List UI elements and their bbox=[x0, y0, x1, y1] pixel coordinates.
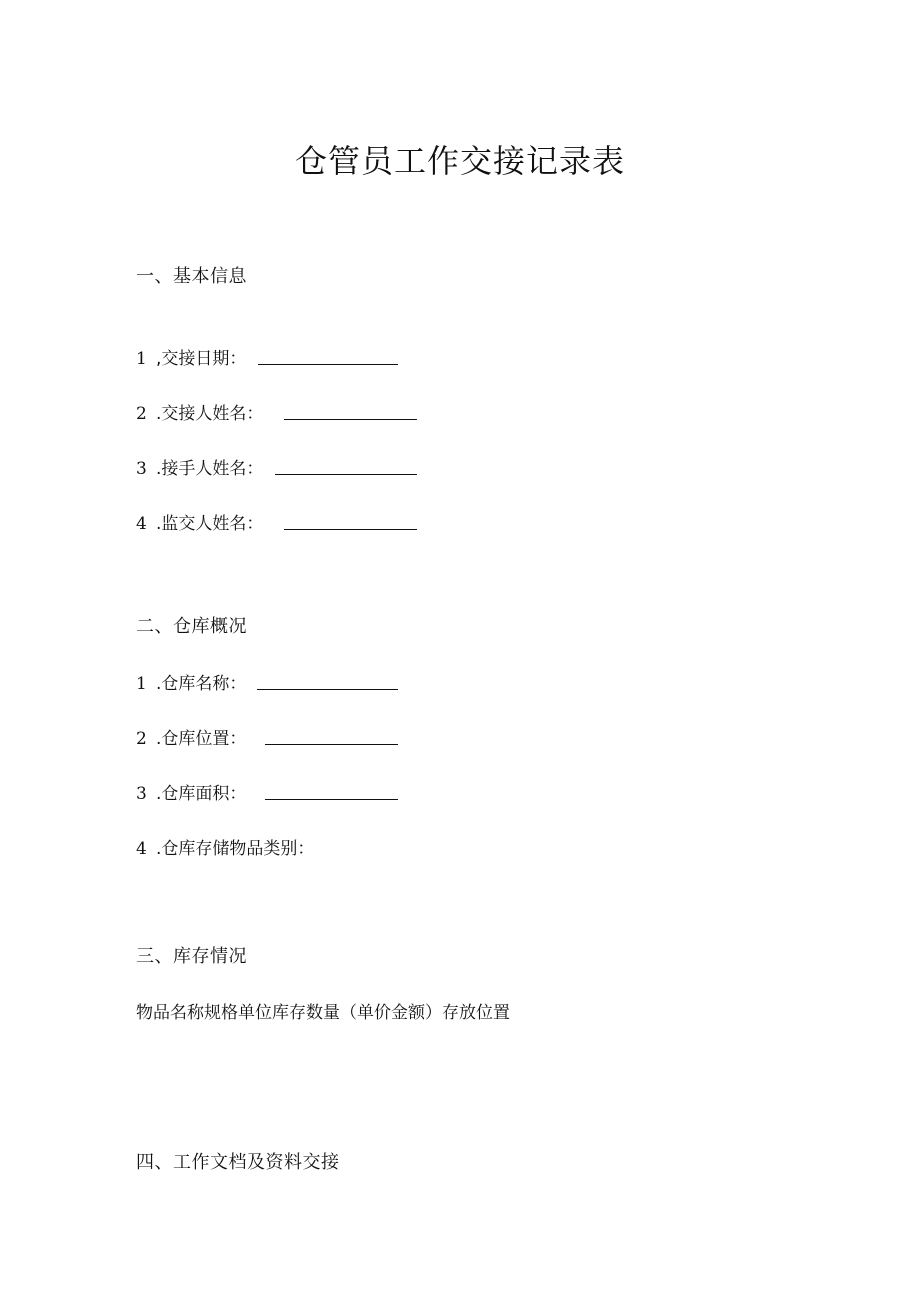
field-label: .仓库位置： bbox=[156, 729, 247, 749]
field-warehouse-name bbox=[136, 669, 246, 694]
field-storage-categories bbox=[136, 834, 314, 859]
field-number: 2 bbox=[136, 729, 147, 749]
field-warehouse-location bbox=[136, 724, 246, 749]
field-label: .仓库存储物品类别： bbox=[156, 839, 315, 859]
field-number: 4 bbox=[136, 514, 147, 534]
field-receiver-person bbox=[136, 454, 263, 479]
document-title: 仓管员工作交接记录表 bbox=[294, 142, 625, 180]
section-heading-inventory: 三、库存情况 bbox=[136, 946, 247, 967]
section-heading-documents-handover: 四、工作文档及资料交接 bbox=[136, 1152, 340, 1173]
field-label: .仓库面积： bbox=[156, 784, 247, 804]
warehouse-location-blank[interactable] bbox=[265, 744, 398, 745]
field-label: .交接人姓名： bbox=[156, 404, 264, 424]
section-heading-basic-info: 一、基本信息 bbox=[136, 266, 247, 287]
handover-person-blank[interactable] bbox=[284, 419, 417, 420]
receiver-person-blank[interactable] bbox=[275, 474, 417, 475]
inventory-table-header: 物品名称规格单位库存数量（单价金额）存放位置 bbox=[136, 1003, 510, 1023]
field-label: .仓库名称： bbox=[156, 674, 247, 694]
field-handover-person bbox=[136, 399, 263, 424]
field-supervisor-person bbox=[136, 509, 263, 534]
field-number: 2 bbox=[136, 404, 147, 424]
warehouse-name-blank[interactable] bbox=[257, 689, 398, 690]
supervisor-person-blank[interactable] bbox=[284, 529, 417, 530]
field-label: .接手人姓名： bbox=[156, 459, 264, 479]
field-warehouse-area bbox=[136, 779, 246, 804]
field-number: 4 bbox=[136, 839, 147, 859]
field-number: 3 bbox=[136, 459, 147, 479]
section-heading-warehouse-overview: 二、仓库概况 bbox=[136, 616, 247, 637]
field-number: 1 bbox=[136, 674, 147, 694]
field-number: 3 bbox=[136, 784, 147, 804]
field-number: 1 bbox=[136, 349, 147, 369]
field-label: ,交接日期： bbox=[156, 349, 247, 369]
field-label: .监交人姓名： bbox=[156, 514, 264, 534]
warehouse-area-blank[interactable] bbox=[265, 799, 398, 800]
field-handover-date bbox=[136, 344, 246, 369]
handover-date-blank[interactable] bbox=[258, 364, 398, 365]
